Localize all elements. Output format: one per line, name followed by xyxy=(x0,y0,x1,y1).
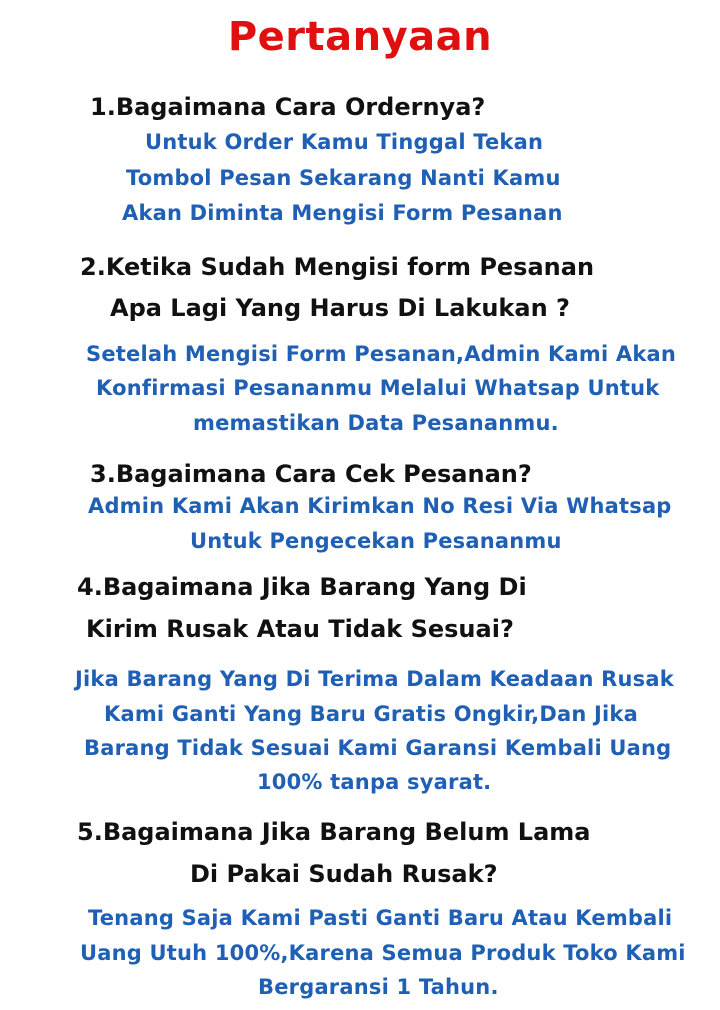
faq-2-question-line-1: 2.Ketika Sudah Mengisi form Pesanan xyxy=(80,253,595,281)
faq-4-question-line-1: 4.Bagaimana Jika Barang Yang Di xyxy=(77,573,527,601)
faq-3-answer-line-1: Admin Kami Akan Kirimkan No Resi Via Whatsap xyxy=(88,494,672,518)
faq-5-answer-line-1: Tenang Saja Kami Pasti Ganti Baru Atau Kembali xyxy=(88,906,673,930)
faq-1-answer-line-2: Tombol Pesan Sekarang Nanti Kamu xyxy=(126,166,561,190)
page-title: Pertanyaan xyxy=(227,14,493,60)
faq-3-answer-line-2: Untuk Pengecekan Pesananmu xyxy=(190,529,562,553)
faq-2-answer-line-2: Konfirmasi Pesananmu Melalui Whatsap Untuk xyxy=(96,376,660,400)
faq-1-answer-line-3: Akan Diminta Mengisi Form Pesanan xyxy=(122,201,563,225)
faq-2-answer-line-1: Setelah Mengisi Form Pesanan,Admin Kami Akan xyxy=(86,342,677,366)
faq-2-question-line-2: Apa Lagi Yang Harus Di Lakukan ? xyxy=(110,294,570,322)
faq-4-answer-line-4: 100% tanpa syarat. xyxy=(257,770,492,794)
faq-4-answer-line-1: Jika Barang Yang Di Terima Dalam Keadaan Rusak xyxy=(75,667,674,691)
faq-4-answer-line-3: Barang Tidak Sesuai Kami Garansi Kembali Uang xyxy=(84,736,672,760)
faq-5-question-line-1: 5.Bagaimana Jika Barang Belum Lama xyxy=(77,818,591,846)
faq-1-answer-line-1: Untuk Order Kamu Tinggal Tekan xyxy=(145,130,544,154)
faq-4-question-line-2: Kirim Rusak Atau Tidak Sesuai? xyxy=(86,615,514,643)
faq-2-answer-line-3: memastikan Data Pesananmu. xyxy=(193,411,559,435)
faq-4-answer-line-2: Kami Ganti Yang Baru Gratis Ongkir,Dan Jika xyxy=(104,702,638,726)
faq-3-question-line-1: 3.Bagaimana Cara Cek Pesanan? xyxy=(90,460,532,488)
faq-5-answer-line-3: Bergaransi 1 Tahun. xyxy=(258,975,499,999)
faq-5-answer-line-2: Uang Utuh 100%,Karena Semua Produk Toko Kami xyxy=(80,941,686,965)
faq-5-question-line-2: Di Pakai Sudah Rusak? xyxy=(190,860,498,888)
faq-1-question-line-1: 1.Bagaimana Cara Ordernya? xyxy=(90,93,486,121)
